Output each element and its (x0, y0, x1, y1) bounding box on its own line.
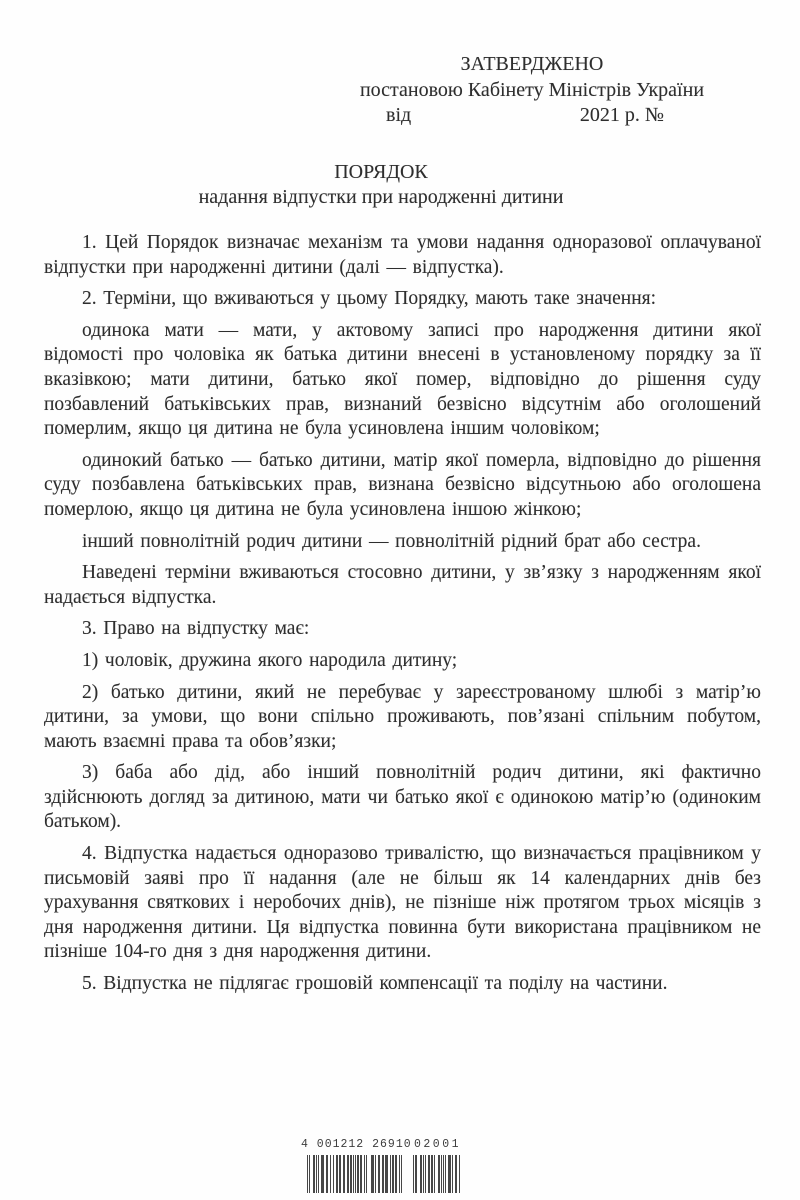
paragraph: 4. Відпустка надається одноразово тривалістю, що визначається працівником у письмовій заяві про її надання (але не більш як 14 календарних днів без урахування святкових і неробочих днів), не пізніше ніж протягом трьох місяців з дня народження дитини. Ця відпустка повинна бути використана працівником не пізніше 104-го дня з дня народження дитини. (44, 843, 761, 963)
barcode (300, 1138, 470, 1193)
paragraph: 3. Право на відпустку має: (82, 618, 310, 640)
document-title: ПОРЯДОК (334, 161, 428, 183)
barcode-numbers (300, 1138, 470, 1152)
paragraph: 3) баба або дід, або інший повнолітній родич дитини, які фактично здійснюють догляд за дитиною, мати чи батько якої є одинокою матір’ю (одиноким батьком). (44, 762, 761, 833)
paragraph: 1. Цей Порядок визначає механізм та умови надання одноразової оплачуваної відпустки при народженні дитини (далі — відпустка). (44, 232, 761, 278)
paragraph: Наведені терміни вживаються стосовно дитини, у зв’язку з народженням якої надається відпустка. (44, 562, 761, 608)
approval-date-line (348, 103, 716, 129)
approval-block (348, 52, 716, 129)
barcode-number-main: 4 001212 26910 (301, 1138, 412, 1151)
approval-date-prefix: від (386, 104, 412, 126)
paragraph: 2. Терміни, що вживаються у цьому Порядку, мають таке значення: (82, 288, 657, 310)
approval-stamp: ЗАТВЕРДЖЕНО (460, 53, 604, 75)
title-block (0, 160, 762, 210)
document-body (44, 231, 761, 1004)
paragraph: одинокий батько — батько дитини, матір якої померла, відповідно до рішення суду позбавлена батьківських прав, визнана безвісно відсутньою або оголошена померлою, якщо ця дитина не була усиновлена іншою жінкою; (44, 449, 761, 520)
paragraph: 5. Відпустка не підлягає грошовій компенсації та поділу на частини. (82, 973, 668, 995)
approval-date-suffix: 2021 р. № (579, 104, 664, 126)
barcode-number-addon: 02001 (414, 1138, 462, 1151)
paragraph: інший повнолітній родич дитини — повнолітній рідний брат або сестра. (82, 530, 701, 552)
document-subtitle: надання відпустки при народженні дитини (198, 186, 564, 208)
paragraph: одинока мати — мати, у актовому записі про народження дитини якої відомості про чоловіка як батька дитини внесені в установленому порядку за її вказівкою; мати дитини, батько якої помер, відповідно до рішення суду позбавлений батьківських прав, визнаний безвісно відсутнім або оголошений померлим, якщо ця дитина не була усиновлена іншим чоловіком; (44, 319, 761, 440)
paragraph: 1) чоловік, дружина якого народила дитину; (82, 649, 458, 671)
paragraph: 2) батько дитини, який не перебуває у зареєстрованому шлюбі з матір’ю дитини, за умови, що вони спільно проживають, пов’язані спільним побутом, мають взаємні права та обов’язки; (44, 681, 761, 752)
barcode-bars-icon (307, 1155, 467, 1193)
approval-authority: постановою Кабінету Міністрів України (359, 78, 705, 101)
